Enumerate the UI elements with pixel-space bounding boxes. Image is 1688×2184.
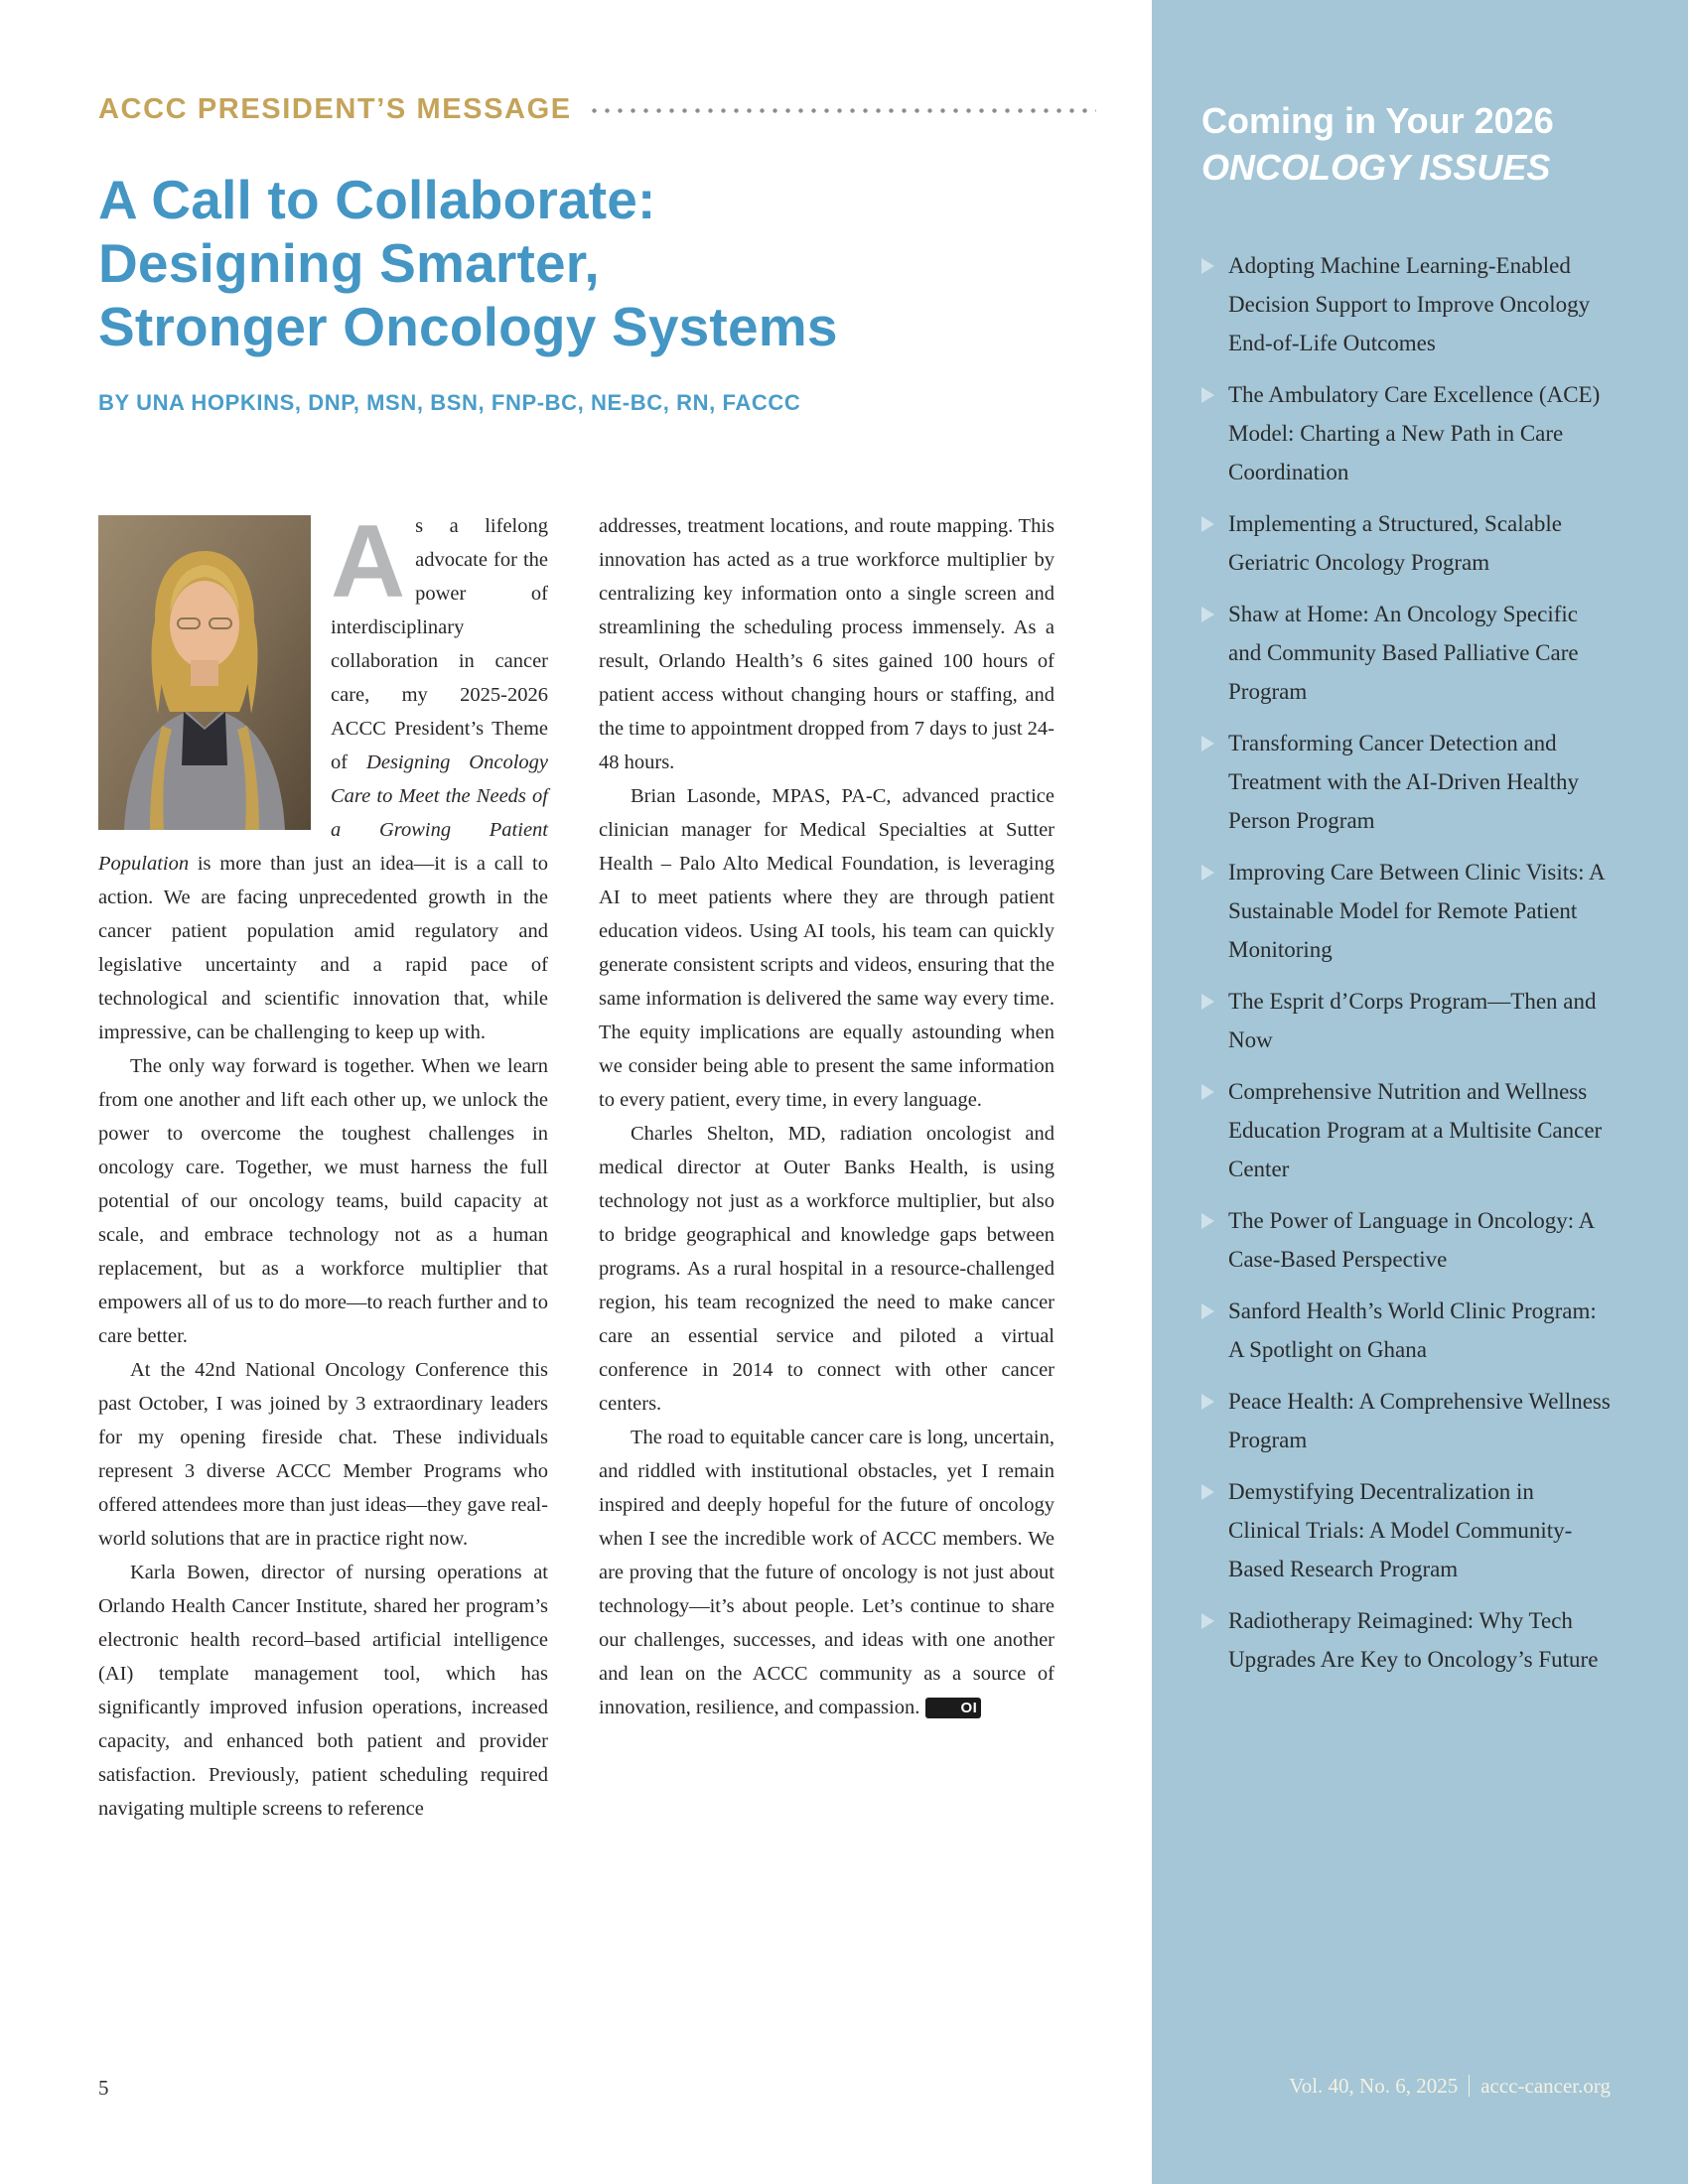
title-line-3: Stronger Oncology Systems bbox=[98, 296, 838, 357]
website-url: accc-cancer.org bbox=[1480, 2074, 1611, 2098]
triangle-bullet-icon bbox=[1201, 865, 1214, 881]
sidebar-heading-line1: Coming in Your 2026 bbox=[1201, 100, 1554, 141]
paragraph-text: The road to equitable cancer care is long, uncertain, and riddled with institutional obstacles, yet I remain inspired and deeply hopeful for the future of oncology when I see the incredible work of ACCC members. We are proving that the future of oncology is not just about technology—it’s about people. Let’s continue to share our challenges, successes, and ideas with one another and lean on the ACCC community as a source of innovation, resilience, and compassion. bbox=[599, 1427, 1055, 1718]
sidebar-item-label: Adopting Machine Learning-Enabled Decision Support to Improve Oncology End-of-Life Outcomes bbox=[1228, 253, 1591, 355]
triangle-bullet-icon bbox=[1201, 994, 1214, 1010]
paragraph: addresses, treatment locations, and route mapping. This innovation has acted as a true workforce multiplier by centralizing key information onto a single screen and streamlining the scheduling process immensely. As a result, Orlando Health’s 6 sites gained 100 hours of patient access without changing hours or staffing, and the time to appointment dropped from 7 days to just 24-48 hours. bbox=[599, 515, 1055, 773]
sidebar-item-label: Shaw at Home: An Oncology Specific and Community Based Palliative Care Program bbox=[1228, 602, 1579, 704]
sidebar-footer bbox=[1289, 2074, 1611, 2099]
sidebar-item-label: Sanford Health’s World Clinic Program: A Spotlight on Ghana bbox=[1228, 1298, 1597, 1362]
sidebar-item bbox=[1201, 375, 1611, 491]
triangle-bullet-icon bbox=[1201, 1484, 1214, 1500]
sidebar-item bbox=[1201, 1601, 1611, 1679]
sidebar-item bbox=[1201, 1472, 1611, 1588]
page-number: 5 bbox=[98, 2076, 109, 2100]
sidebar-item-label: Implementing a Structured, Scalable Geriatric Oncology Program bbox=[1228, 511, 1562, 575]
sidebar-heading bbox=[1201, 97, 1611, 191]
title-line-2: Designing Smarter, bbox=[98, 232, 600, 294]
oi-endmark-icon: OI bbox=[925, 1698, 982, 1718]
triangle-bullet-icon bbox=[1201, 1213, 1214, 1229]
sidebar-item-label: The Esprit d’Corps Program—Then and Now bbox=[1228, 989, 1597, 1052]
sidebar-item bbox=[1201, 595, 1611, 711]
sidebar-item-label: Comprehensive Nutrition and Wellness Education Program at a Multisite Cancer Center bbox=[1228, 1079, 1603, 1181]
triangle-bullet-icon bbox=[1201, 1084, 1214, 1100]
paragraph-closing bbox=[599, 1421, 1055, 1724]
sidebar-item-label: Demystifying Decentralization in Clinical Trials: A Model Community-Based Research Program bbox=[1228, 1479, 1573, 1581]
article-title bbox=[98, 168, 1096, 358]
dotted-leader bbox=[588, 108, 1096, 113]
paragraph: Charles Shelton, MD, radiation oncologist and medical director at Outer Banks Health, is using technology not just as a workforce multiplier, but also to bridge geographical and knowledge gaps between programs. As a rural hospital in a resource-challenged region, his team recognized the need to make cancer care an essential service and piloted a virtual conference in 2014 to connect with other cancer centers. bbox=[599, 1123, 1055, 1415]
triangle-bullet-icon bbox=[1201, 1394, 1214, 1410]
sidebar-item-label: Radiotherapy Reimagined: Why Tech Upgrades Are Key to Oncology’s Future bbox=[1228, 1608, 1599, 1672]
sidebar-item-label: The Ambulatory Care Excellence (ACE) Model: Charting a New Path in Care Coordination bbox=[1228, 382, 1601, 484]
sidebar-item bbox=[1201, 1201, 1611, 1279]
section-eyebrow: ACCC PRESIDENT’S MESSAGE bbox=[98, 93, 572, 125]
section-header bbox=[98, 95, 1096, 124]
volume-info: Vol. 40, No. 6, 2025 bbox=[1289, 2074, 1459, 2098]
paragraph: Karla Bowen, director of nursing operations at Orlando Health Cancer Institute, shared her program’s electronic health record–based artificial intelligence (AI) template management tool, which has significantly improved infusion operations, increased capacity, and enhanced both patient and provider satisfaction. Previously, patient scheduling required navigating multiple screens to reference bbox=[98, 1562, 548, 1820]
author-photo bbox=[98, 515, 311, 830]
sidebar-item-label: Improving Care Between Clinic Visits: A Sustainable Model for Remote Patient Monitoring bbox=[1228, 860, 1605, 962]
sidebar-list bbox=[1201, 246, 1611, 1679]
sidebar-heading-line2: ONCOLOGY ISSUES bbox=[1201, 147, 1551, 188]
sidebar-item bbox=[1201, 246, 1611, 362]
triangle-bullet-icon bbox=[1201, 516, 1214, 532]
article-body bbox=[98, 504, 1096, 1826]
sidebar-item-label: Transforming Cancer Detection and Treatment with the AI-Driven Healthy Person Program bbox=[1228, 731, 1580, 833]
theme-title-italic: Designing Oncology Care to Meet the Needs of a Growing Patient Population bbox=[98, 751, 548, 875]
triangle-bullet-icon bbox=[1201, 387, 1214, 403]
dropcap: A bbox=[331, 504, 406, 619]
paragraph: At the 42nd National Oncology Conference this past October, I was joined by 3 extraordinary leaders for my opening fireside chat. These individuals represent 3 diverse ACCC Member Programs who offered attendees more than just ideas—they gave real-world solutions that are in practice right now. bbox=[98, 1359, 548, 1550]
sidebar-item bbox=[1201, 853, 1611, 969]
paragraph-text: s a lifelong advocate for the power of interdisciplinary collaboration in cancer care, my 2025-2026 ACCC President’s Theme of bbox=[331, 515, 548, 773]
triangle-bullet-icon bbox=[1201, 1303, 1214, 1319]
triangle-bullet-icon bbox=[1201, 258, 1214, 274]
triangle-bullet-icon bbox=[1201, 607, 1214, 622]
sidebar-item bbox=[1201, 982, 1611, 1059]
sidebar-coming-2026 bbox=[1152, 0, 1688, 2184]
triangle-bullet-icon bbox=[1201, 736, 1214, 751]
sidebar-item bbox=[1201, 724, 1611, 840]
paragraph: The only way forward is together. When we learn from one another and lift each other up, we unlock the power to overcome the toughest challenges in oncology care. Together, we must harness the full potential of our oncology teams, build capacity at scale, and embrace technology not as a human replacement, but as a workforce multiplier that empowers all of us to do more—to reach further and to care better. bbox=[98, 1055, 548, 1347]
sidebar-item-label: Peace Health: A Comprehensive Wellness Program bbox=[1228, 1389, 1611, 1452]
paragraph: Brian Lasonde, MPAS, PA-C, advanced practice clinician manager for Medical Specialties at Sutter Health – Palo Alto Medical Foundation, is leveraging AI to meet patients where they are through patient education videos. Using AI tools, his team can quickly generate consistent scripts and videos, ensuring that the same information is delivered the same way every time. The equity implications are equally astounding when we consider being able to present the same information to every patient, every time, in every language. bbox=[599, 785, 1055, 1111]
article-column-1 bbox=[98, 504, 548, 1826]
sidebar-item bbox=[1201, 1072, 1611, 1188]
sidebar-item bbox=[1201, 1382, 1611, 1459]
sidebar-item-label: The Power of Language in Oncology: A Case-Based Perspective bbox=[1228, 1208, 1594, 1272]
title-line-1: A Call to Collaborate: bbox=[98, 169, 656, 230]
footer-divider bbox=[1469, 2075, 1470, 2097]
paragraph-text: is more than just an idea—it is a call to action. We are facing unprecedented growth in the cancer patient population amid regulatory and legislative uncertainty and a rapid pace of technological and scientific innovation that, while impressive, can be challenging to keep up with. bbox=[98, 853, 548, 1043]
triangle-bullet-icon bbox=[1201, 1613, 1214, 1629]
sidebar-item bbox=[1201, 504, 1611, 582]
article-byline: BY UNA HOPKINS, DNP, MSN, BSN, FNP-BC, NE-BC, RN, FACCC bbox=[98, 390, 801, 415]
sidebar-item bbox=[1201, 1292, 1611, 1369]
article-column-2 bbox=[599, 509, 1055, 1826]
